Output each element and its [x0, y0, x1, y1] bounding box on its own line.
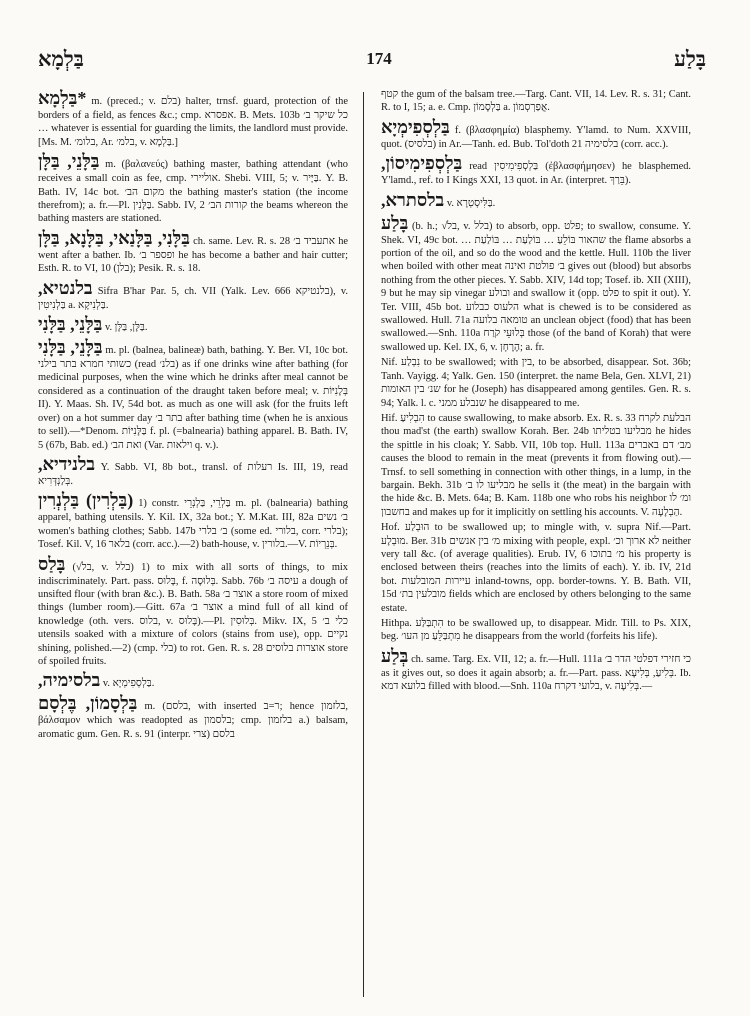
entry-headword: (בַּלְרִין) בַּלְנְרִין	[38, 490, 134, 511]
dictionary-entry	[381, 213, 691, 355]
entry-definition: m. pl. (balnea, balineæ) bath, bathing. Y. Ber. VI, 10c bot. כשותי חמרא בתר בילני (read בלנ׳) as if one drinks wine after bathing (for medicinal purposes, when the wine which he drinks after meal cannot be considered as a continuation of the draught taken before meal; v. בְּלָנִיּוֹת II). Y. Maas. Sh. IV, 54d bot. as much as one will ask (for the fruits left over) on a hot summer day בתר ב׳ after bathing time (when he is anxious to sell).—*Denom. בַּלָּנִיּוֹת f. pl. (=balnearia) bathing apparel. B. Bath. IV, 5 (67b, Bab. ed.) ואת הב׳ (Var. וילאות q. v.).	[38, 345, 348, 451]
dictionary-entry	[381, 88, 691, 115]
dictionary-entry	[38, 670, 348, 691]
dictionary-entry	[38, 554, 348, 669]
dictionary-entry	[38, 278, 348, 312]
entry-headword: בלנידיא,	[38, 453, 96, 474]
entry-definition: קטף the gum of the balsam tree.—Targ. Cant. VII, 14. Lev. R. s. 31; Cant. R. to I, 15; a. e. Cmp. בַּלְסָמוֹן a. אֲפַרְסְמוֹן.	[381, 89, 691, 114]
dictionary-entry	[38, 88, 348, 149]
dictionary-entry	[381, 153, 691, 187]
entry-headword: בָּלַע	[381, 212, 409, 233]
entry-headword: בַּלָּנֵי, בַּלָּן	[38, 151, 100, 172]
dictionary-entry	[38, 454, 348, 488]
entry-definition: m. (בלסם, with inserted ר=ב; hence בלזמון, βάλσαμον which was readopted as בלסמון; cmp. בלזמון a.) balsam, aromatic gum. Gen. R. s. 91 (interpr. צרי) בלסם	[38, 701, 348, 740]
dictionary-entry	[38, 337, 348, 452]
entry-definition: read בַּלְסְפִימִיסִין (ἐβλασφήμησεν) he blasphemed. Y'lamd., ref. to I Kings XXI, 13 quot. in Ar. (interpret. בֵּרַךְ).	[381, 161, 691, 187]
entry-definition: m. (preced.; v. בלם) halter, trnsf. guard, protection of the borders of a field, as fences &c.; cmp. אפסרא. B. Mets. 103b כל שיקר ב׳ … whatever is essential for guarding the limits, the landlord must provide. [Ms. M. בלומ׳, Ar. בלמ׳, v. בַּלְמָא.]	[38, 96, 348, 148]
entry-headword: בַּלְסְפִימִיסוֹן,	[381, 153, 463, 174]
column-divider	[363, 92, 364, 997]
entry-definition: Nif. נִבְלַע to be swallowed; with בין, to be absorbed, disappear. Sot. 36b; Tanh. Vayigg. 4; Yalk. Gen. 150 (interpret. the name Bela, Gen. XLVI, 21) שנ׳ בין האומות for he (Joseph) has disappeared among gentiles. Gen. R. s. 94; Yalk. l. c. שנבלע ממני he disappeared to me.	[381, 357, 691, 409]
page-number: 174	[366, 49, 392, 68]
entry-definition: (b. h.; √בל, v. בלל) to absorb, opp. פלט; to swallow, consume. Y. Shek. VI, 49c bot. … שהאור בּוֹלֵעַ … בּוֹלַעַת … בּוֹלַעַת the flame absorbs a portion of the oil, and so do the wood and the kettle. Hull. 110b the liver when boiled with other meat ב׳ פולטת ואינה gives out (blood) but absorbs nothing from the other pieces. Y. Sabb. XIV, 14d top; Tosef. ib. XII (XIII), 9 but he may sip vinegar ובולע and swallow it (opp. פלט to spit it out). Y. Ter. VIII, 45b bot. הלעוס כבלוע what is chewed is to be considered as swallowed. Hull. 71a טומאה בלועה an unclean object (food) that has been swallowed.—Snh. 110a בְּלוּעֵי קֹרַח those (of the band of Korah) that were swallowed up. Kel. IX, 6, v. הֶרֶחָן; a. fr.	[381, 220, 691, 353]
entry-definition: v. בַּלִּיסְטְרָא.	[446, 197, 496, 209]
entry-headword: בלסתרא,	[381, 189, 445, 210]
dictionary-entry	[381, 117, 691, 151]
header-right-word: בָּלַע	[674, 46, 706, 71]
entry-definition: m. (βαλανεύς) bathing master, bathing attendant (who receives a small coin as fee, cmp. אוליירי. Shebi. VIII, 5; v. בַּיָּיר. Y. B. Bath. IV, 14c bot. מקום הב׳ the bathing master's station (the income therefrom); a. fr.—Pl. בַּלָּנִין. Sabb. IV, 2 קורות הב׳ the beams whereon the bathing masters are stationed.	[38, 159, 348, 225]
running-header	[38, 44, 706, 74]
right-column	[381, 88, 691, 1003]
entry-definition: Hof. הוּבְלַע to be swallowed up; to mingle with, v. supra Nif.—Part. מוּבְלָע. Ber. 31b מ׳ בין אנשים mixing with people, expl. לא ארוך וכ׳ neither very tall &c. (of average qualities). Erub. IV, 6 מ׳ בתוכו his property is enclosed between theirs (reaches into the limits of each). Y. ib. IV, 21d bot. עיירות המובלעות inland-towns, opp. border-towns. Y. B. Bath. VII, 15d מובלעין בת׳ fields which are enclosed by others belonging to the same estate.	[381, 522, 691, 614]
dictionary-entry	[381, 646, 691, 694]
dictionary-entry	[381, 412, 691, 519]
dictionary-entry	[381, 356, 691, 410]
left-column	[38, 88, 348, 1003]
entry-definition: (√בל, v. בלל) 1) to mix with all sorts of things, to mix indiscriminately. Part. pass. בָּלוּס, f. בְּלוּסָה. Sabb. 76b עיסה ב׳ a dough of unsifted flour (with bran &c.). B. Bath. 58a אוצר ב׳ a store room of mixed things (lumber room).—Gitt. 67a אוצר ב׳ a mind full of all kind of knowledge (oth. vers. בלוס, v. בָּלוּס).—Pl. בְּלוּסִין. Mikv. IX, 5 כלי ב׳ utensils soaked with a mixture of colors (stains from use), opp. נקיים shining, polished.—2) (cmp. בלי) to rot. Gen. R. s. 28 אוצרות בלוסים store of spoiled fruits.	[38, 561, 348, 667]
dictionary-entry	[38, 490, 348, 551]
entry-headword: בְּלַע	[381, 645, 409, 666]
entry-definition: ch. same. Targ. Ex. VII, 12; a. fr.—Hull. 111a כי חזירי דפלטי הדר ב׳ as it gives out, so does it again absorb; a. fr.—Part. pass. בְּלִיעַ, בְּלִיעָא. Ib. בלועא דמא filled with blood.—Snh. 110a בלועי דקרח, v. בְּלִיעָה.—	[381, 653, 691, 693]
entry-definition: 1) constr. בַּלְרֵי, בַּלְנְרֵי m. pl. (balnearia) bathing apparel, bathing utensils. Y. Kil. IX, 32a bot.; Y. M.Kat. III, 82a ב׳ נשים women's bathing clothes; Sabb. 147b ב׳ בלרי (some ed. בלורי, corr. בלרי); Tosef. Kil. V, 16 בלאר (corr. acc.).—2) bath-house, v. בלורין.—V. בְּנֵרְיוֹת.	[38, 498, 348, 551]
dictionary-entry	[38, 151, 348, 226]
entry-definition: f. (βλασφημία) blasphemy. Y'lamd. to Num. XXVIII, quot. (בלסיס) in Ar.—Tanh. ed. Bub. Tol'doth 21 בלסימיה (corr. acc.).	[381, 124, 691, 150]
entry-headword: בַּלָּנֵי, בַּלָּנִי	[38, 314, 103, 335]
entry-definition: v. בַּלָּן, בַּלָּן.	[104, 322, 148, 334]
entry-definition: Hif. הִבְלִיעַ to cause swallowing, to make absorb. Ex. R. s. 33 הבלעת לקרח thou mad'st (the earth) swallow Korah. Ber. 24b מבליעו בטליתו he hides the spittle in his cloak; Y. Sabb. VII, 10b top. Hull. 113a מב׳ דם באברים causes the blood to remain in the meat (prevents it from flowing out).—Trnsf. to sell something in connection with other things, in a lump, in the bargain. Bekh. 31b מבליעו לו ב׳ he sells it (the meat) in the bargain with the hide &c. B. Mets. 64a; B. Kam. 118b one who robs his neighbor ומ׳ לו בחשבון and makes up for it implicitly on settling his accounts. V. הַבְלָעָה.	[381, 412, 691, 518]
dictionary-entry	[381, 190, 691, 211]
entry-headword: בַּלְסְפִימְיָא	[381, 116, 450, 137]
dictionary-entry	[381, 521, 691, 615]
entry-headword: בַּלְסָמוֹן, בֶּלְסָם	[38, 693, 138, 714]
entry-definition: Y. Sabb. VI, 8b bot., transl. of רעלות Is. III, 19, read בְּלַנְדְּרִיא.	[38, 461, 348, 487]
entry-definition: v. בַּלְסְפִימְיָא.	[102, 678, 155, 690]
entry-definition: Hithpa. הִתְבַּלַּע to be swallowed up, to disappear. Midr. Till. to Ps. XIX, beg. מִתְבַּלֵּעַ מן העו׳ he disappears from the world (forfeits his life).	[381, 618, 691, 643]
entry-headword: בָּלַס	[38, 553, 66, 574]
dictionary-entry	[38, 228, 348, 276]
dictionary-entry	[381, 617, 691, 644]
dictionary-entry	[38, 693, 348, 741]
entry-definition: Sifra B'har Par. 5, ch. VII (Yalk. Lev. 666 בלנטיקא), v. בַּלְנִיטִין a. בַּלְנִיקָא.	[38, 285, 348, 311]
entry-headword: בלסימיה,	[38, 670, 101, 691]
entry-definition: ch. same. Lev. R. s. 28 אתעביד ב׳ he went after a bather. Ib. ופספר ב׳ he has become a bather and hair cutter; Esth. R. to VI, 10 (בלן); Pesik. R. s. 18.	[38, 235, 348, 275]
dictionary-entry	[38, 314, 348, 335]
entry-headword: בלנטיא,	[38, 277, 93, 298]
header-left-word: בַּלְמָא	[38, 46, 84, 71]
entry-headword: *בַּלְמָא	[38, 88, 87, 108]
entry-headword: בַּלָּנֵי, בַּלָּנִי	[38, 337, 103, 358]
entry-headword: בַּלָּנִי, בַּלָּנַאי, בַּלָּנָא, בַּלָּן	[38, 227, 190, 248]
